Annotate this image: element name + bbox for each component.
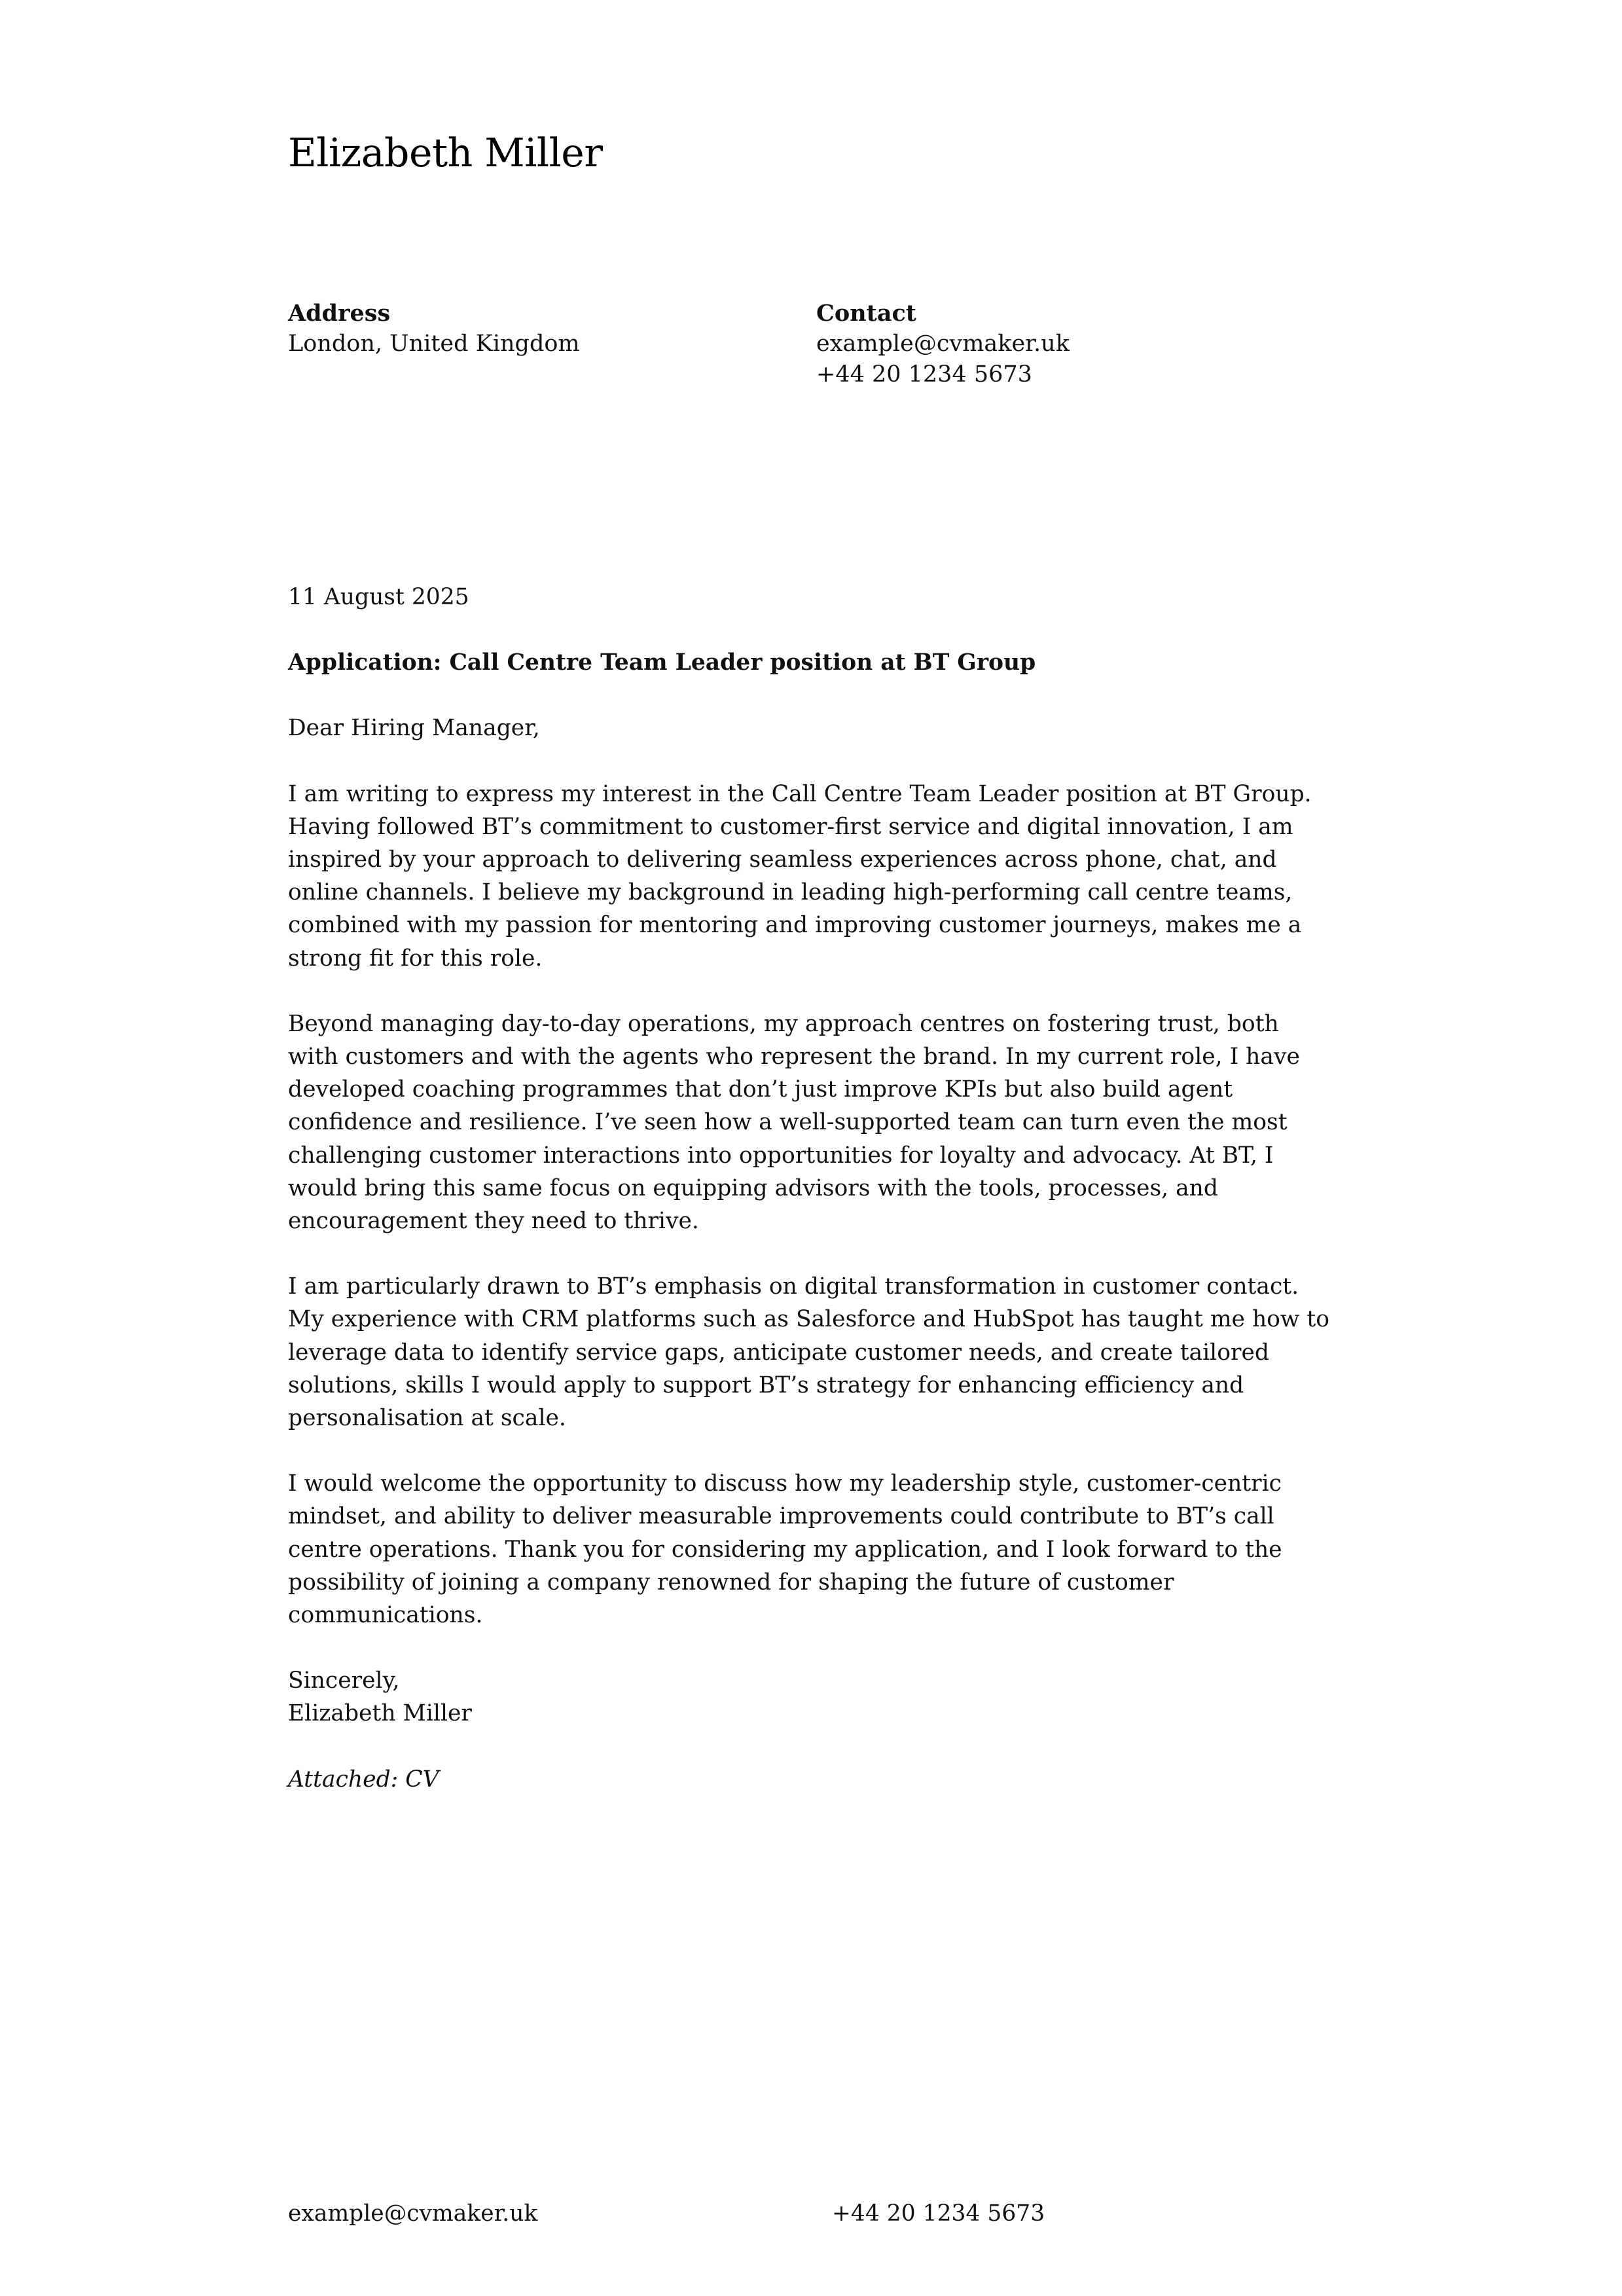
address-block (288, 298, 785, 359)
contact-phone: +44 20 1234 5673 (816, 361, 1032, 388)
address-value: London, United Kingdom (288, 331, 580, 357)
address-label: Address (288, 300, 391, 327)
footer-email: example@cvmaker.uk (288, 2200, 538, 2227)
letter-body (288, 581, 1335, 1829)
contact-block (816, 298, 1340, 390)
letter-closing: Sincerely, (288, 1667, 400, 1694)
letter-attachment: Attached: CV (288, 1766, 439, 1793)
letter-salutation: Dear Hiring Manager, (288, 715, 540, 742)
letter-signature: Elizabeth Miller (288, 1700, 472, 1727)
contact-email: example@cvmaker.uk (816, 331, 1070, 357)
letter-paragraph-1: I am writing to express my interest in the Call Centre Team Leader position at BT Group. Having followed BT’s commitment to customer-first service and digital innovation, I am inspired by your approach to delivering seamless experiences across phone, chat, and online channels. I believe my background in leading high-performing call centre teams, combined with my passion for mentoring and improving customer journeys, makes me a strong fit for this role. (288, 780, 1312, 972)
letter-paragraph-4: I would welcome the opportunity to discuss how my leadership style, customer-centric mindset, and ability to deliver measurable improvements could contribute to BT’s call centre operations. Thank you for considering my application, and I look forward to the possibility of joining a company renowned for shaping the future of customer communications. (288, 1470, 1282, 1629)
contact-label: Contact (816, 300, 916, 327)
letter-signoff (288, 1664, 1335, 1730)
letter-paragraph-2: Beyond managing day-to-day operations, my approach centres on fostering trust, both with customers and with the agents who represent the brand. In my current role, I have developed coaching programmes that don’t just improve KPIs but also build agent confidence and resilience. I’ve seen how a well-supported team can turn even the most challenging customer interactions into opportunities for loyalty and advocacy. At BT, I would bring this same focus on equipping advisors with the tools, processes, and encouragement they need to thrive. (288, 1010, 1300, 1235)
letter-paragraph-3: I am particularly drawn to BT’s emphasis on digital transformation in customer contact. My experience with CRM platforms such as Salesforce and HubSpot has taught me how to leverage data to identify service gaps, anticipate customer needs, and create tailored solutions, skills I would apply to support BT’s strategy for enhancing efficiency and personalisation at scale. (288, 1273, 1330, 1432)
applicant-name: Elizabeth Miller (288, 130, 603, 176)
letter-subject: Application: Call Centre Team Leader position at BT Group (288, 649, 1036, 676)
footer-phone: +44 20 1234 5673 (832, 2200, 1045, 2227)
letter-date: 11 August 2025 (288, 584, 469, 610)
